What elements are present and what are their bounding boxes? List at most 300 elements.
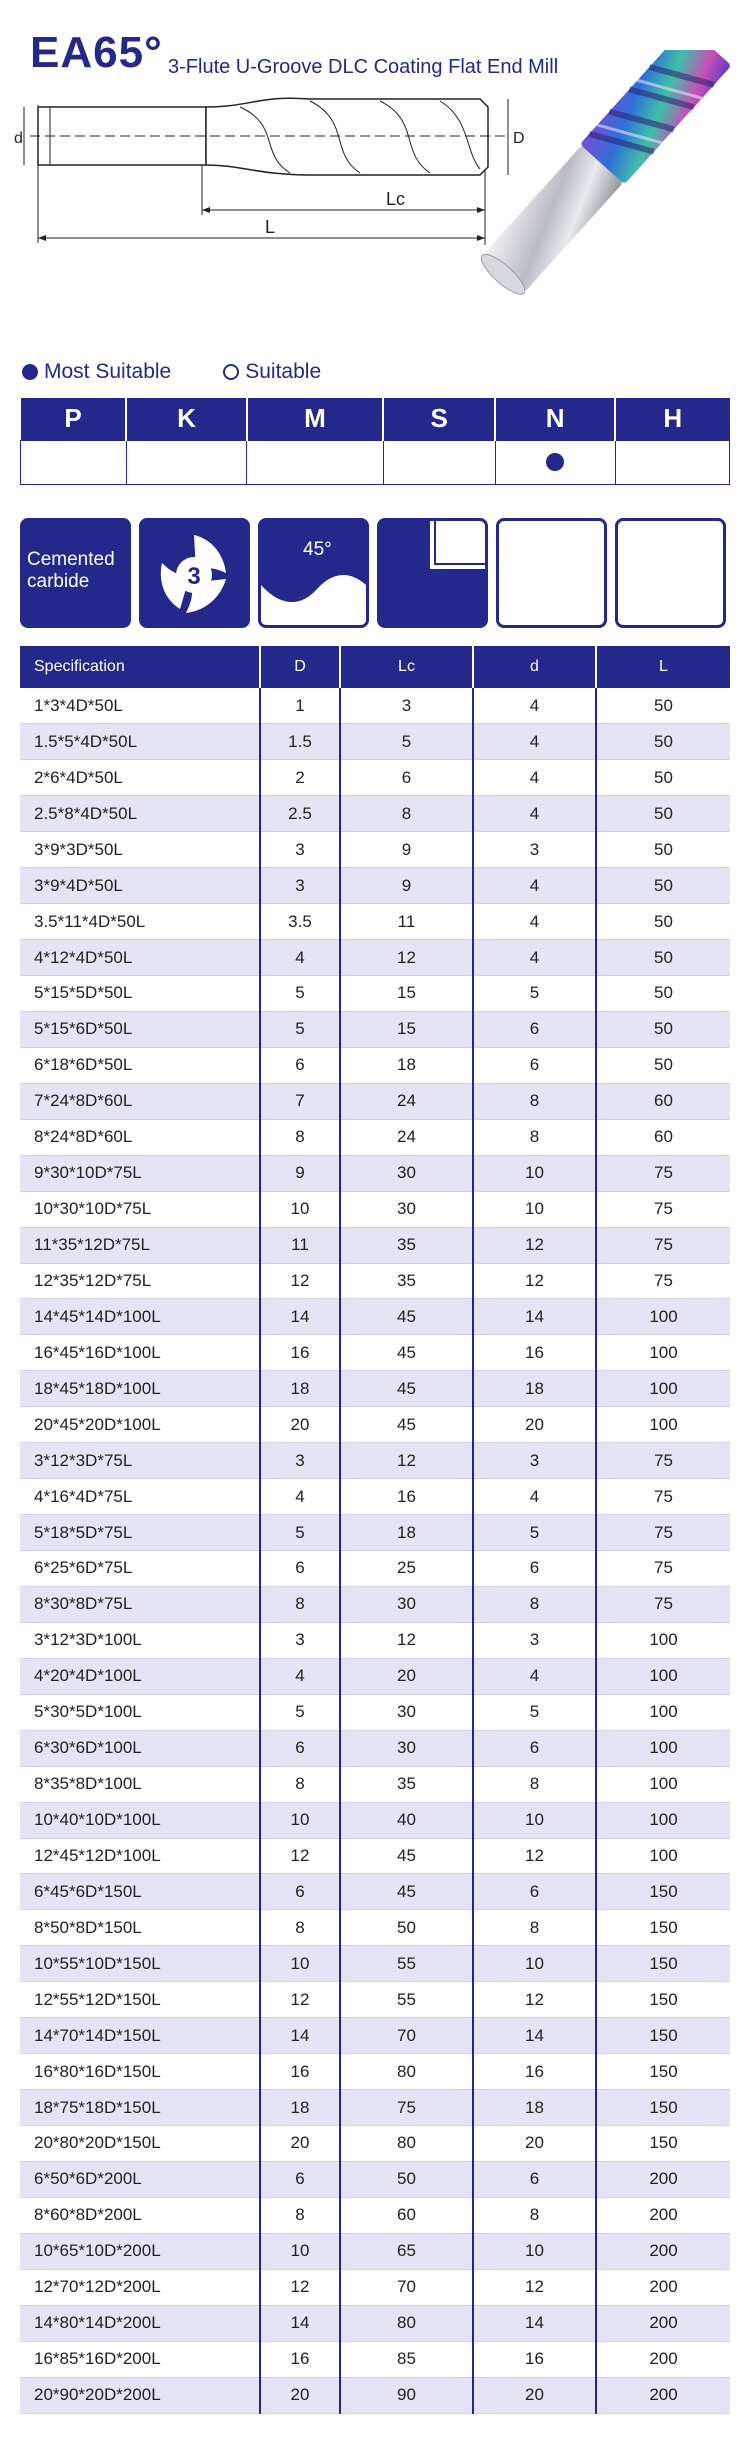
cell-L: 100 — [596, 1838, 730, 1874]
cell-L: 50 — [596, 1047, 730, 1083]
cell-specification: 14*80*14D*200L — [20, 2305, 260, 2341]
cell-L: 100 — [596, 1766, 730, 1802]
cell-d: 4 — [473, 904, 596, 940]
cell-d: 8 — [473, 1910, 596, 1946]
cell-D: 5 — [260, 1694, 340, 1730]
cell-L: 60 — [596, 1119, 730, 1155]
cell-Lc: 45 — [340, 1407, 473, 1443]
cell-d: 4 — [473, 688, 596, 724]
cell-specification: 6*30*6D*100L — [20, 1730, 260, 1766]
cell-d: 20 — [473, 2377, 596, 2413]
table-row — [20, 1515, 730, 1551]
table-row — [20, 2054, 730, 2090]
cell-specification: 5*18*5D*75L — [20, 1515, 260, 1551]
cell-d: 16 — [473, 2341, 596, 2377]
cell-specification: 16*80*16D*150L — [20, 2054, 260, 2090]
dim-label-D: D — [513, 130, 525, 147]
cell-D: 18 — [260, 2090, 340, 2126]
cell-L: 100 — [596, 1371, 730, 1407]
cell-specification: 4*12*4D*50L — [20, 940, 260, 976]
cell-d: 4 — [473, 868, 596, 904]
cell-d: 4 — [473, 760, 596, 796]
material-rating-p — [21, 440, 127, 484]
cell-Lc: 70 — [340, 2018, 473, 2054]
cell-specification: 8*24*8D*60L — [20, 1119, 260, 1155]
cell-D: 18 — [260, 1371, 340, 1407]
table-row — [20, 1622, 730, 1658]
cell-Lc: 18 — [340, 1047, 473, 1083]
table-row — [20, 724, 730, 760]
material-header-k: K — [126, 398, 246, 440]
cell-Lc: 30 — [340, 1694, 473, 1730]
spec-header-D: D — [260, 646, 340, 688]
cell-L: 75 — [596, 1227, 730, 1263]
cell-L: 150 — [596, 1982, 730, 2018]
material-rating-row — [21, 440, 730, 484]
cell-D: 14 — [260, 1299, 340, 1335]
cell-d: 18 — [473, 1371, 596, 1407]
cell-L: 100 — [596, 1622, 730, 1658]
cell-d: 5 — [473, 976, 596, 1012]
cell-L: 50 — [596, 760, 730, 796]
cell-D: 3 — [260, 832, 340, 868]
cell-D: 12 — [260, 1838, 340, 1874]
cell-d: 12 — [473, 2269, 596, 2305]
table-row — [20, 1047, 730, 1083]
table-row — [20, 1982, 730, 2018]
cell-Lc: 9 — [340, 868, 473, 904]
cell-d: 6 — [473, 1730, 596, 1766]
cell-specification: 10*65*10D*200L — [20, 2233, 260, 2269]
cell-Lc: 3 — [340, 688, 473, 724]
cell-specification: 10*30*10D*75L — [20, 1191, 260, 1227]
cell-D: 10 — [260, 1802, 340, 1838]
cell-Lc: 75 — [340, 2090, 473, 2126]
spec-table-body — [20, 688, 730, 2413]
legend-most-suitable: Most Suitable — [44, 360, 172, 383]
material-cemented-carbide-icon — [20, 518, 131, 628]
cell-d: 14 — [473, 2305, 596, 2341]
table-row — [20, 1694, 730, 1730]
cell-d: 12 — [473, 1982, 596, 2018]
table-row — [20, 2018, 730, 2054]
cell-L: 200 — [596, 2341, 730, 2377]
cell-Lc: 45 — [340, 1874, 473, 1910]
spec-header-specification: Specification — [20, 646, 260, 688]
cell-specification: 10*55*10D*150L — [20, 1946, 260, 1982]
table-row — [20, 1443, 730, 1479]
material-header-row — [21, 398, 730, 440]
table-row — [20, 1227, 730, 1263]
cell-Lc: 5 — [340, 724, 473, 760]
cell-d: 8 — [473, 2197, 596, 2233]
cell-d: 8 — [473, 1083, 596, 1119]
cell-D: 8 — [260, 1766, 340, 1802]
cell-Lc: 80 — [340, 2126, 473, 2162]
table-row — [20, 1838, 730, 1874]
cell-d: 4 — [473, 1658, 596, 1694]
cell-d: 5 — [473, 1515, 596, 1551]
cell-L: 100 — [596, 1299, 730, 1335]
cell-L: 50 — [596, 940, 730, 976]
cell-D: 1.5 — [260, 724, 340, 760]
cell-specification: 14*70*14D*150L — [20, 2018, 260, 2054]
table-row — [20, 1802, 730, 1838]
cell-specification: 8*50*8D*150L — [20, 1910, 260, 1946]
cell-D: 10 — [260, 1191, 340, 1227]
cell-specification: 16*85*16D*200L — [20, 2341, 260, 2377]
cell-L: 150 — [596, 2090, 730, 2126]
material-text-line2: carbide — [27, 571, 90, 592]
cell-L: 75 — [596, 1586, 730, 1622]
three-flute-icon — [139, 518, 250, 628]
cell-specification: 6*25*6D*75L — [20, 1551, 260, 1587]
cell-Lc: 11 — [340, 904, 473, 940]
cell-specification: 12*55*12D*150L — [20, 1982, 260, 2018]
cell-D: 1 — [260, 688, 340, 724]
cell-D: 5 — [260, 976, 340, 1012]
cell-d: 16 — [473, 2054, 596, 2090]
cell-Lc: 55 — [340, 1946, 473, 1982]
table-row — [20, 1011, 730, 1047]
material-header-s: S — [383, 398, 495, 440]
cell-L: 200 — [596, 2197, 730, 2233]
cell-Lc: 30 — [340, 1155, 473, 1191]
cell-specification: 18*45*18D*100L — [20, 1371, 260, 1407]
cell-specification: 6*18*6D*50L — [20, 1047, 260, 1083]
spec-header-row — [20, 646, 730, 688]
cell-D: 10 — [260, 1946, 340, 1982]
most-suitable-dot-icon — [546, 453, 564, 471]
cell-specification: 8*35*8D*100L — [20, 1766, 260, 1802]
suitable-ring-icon — [223, 364, 239, 380]
cell-Lc: 35 — [340, 1263, 473, 1299]
cell-L: 50 — [596, 724, 730, 760]
cell-d: 8 — [473, 1766, 596, 1802]
cell-Lc: 40 — [340, 1802, 473, 1838]
table-row — [20, 1191, 730, 1227]
table-row — [20, 1479, 730, 1515]
table-row — [20, 1263, 730, 1299]
cell-D: 8 — [260, 1586, 340, 1622]
spec-header-L: L — [596, 646, 730, 688]
cell-D: 12 — [260, 1982, 340, 2018]
cell-D: 4 — [260, 1479, 340, 1515]
cell-L: 75 — [596, 1263, 730, 1299]
table-row — [20, 832, 730, 868]
cell-Lc: 15 — [340, 1011, 473, 1047]
cell-d: 20 — [473, 2126, 596, 2162]
table-row — [20, 1299, 730, 1335]
cell-Lc: 45 — [340, 1335, 473, 1371]
cell-d: 20 — [473, 1407, 596, 1443]
cell-L: 100 — [596, 1802, 730, 1838]
cell-d: 6 — [473, 1047, 596, 1083]
product-header — [0, 0, 750, 350]
material-rating-s — [383, 440, 495, 484]
cell-d: 14 — [473, 2018, 596, 2054]
cell-Lc: 24 — [340, 1119, 473, 1155]
cell-Lc: 12 — [340, 1443, 473, 1479]
cell-Lc: 45 — [340, 1838, 473, 1874]
cell-D: 5 — [260, 1011, 340, 1047]
cell-specification: 5*15*5D*50L — [20, 976, 260, 1012]
cell-specification: 16*45*16D*100L — [20, 1335, 260, 1371]
cell-specification: 20*45*20D*100L — [20, 1407, 260, 1443]
cell-Lc: 30 — [340, 1191, 473, 1227]
table-row — [20, 1371, 730, 1407]
table-row — [20, 1730, 730, 1766]
cell-d: 18 — [473, 2090, 596, 2126]
cell-D: 7 — [260, 1083, 340, 1119]
table-row — [20, 688, 730, 724]
material-header-h: H — [615, 398, 729, 440]
cell-specification: 6*50*6D*200L — [20, 2161, 260, 2197]
table-row — [20, 1910, 730, 1946]
cell-Lc: 24 — [340, 1083, 473, 1119]
cell-Lc: 12 — [340, 1622, 473, 1658]
cell-D: 2 — [260, 760, 340, 796]
legend-suitable: Suitable — [245, 360, 322, 383]
feature-icons-row — [20, 518, 730, 628]
cell-specification: 2*6*4D*50L — [20, 760, 260, 796]
cell-D: 8 — [260, 1119, 340, 1155]
table-row — [20, 2305, 730, 2341]
cell-d: 5 — [473, 1694, 596, 1730]
cell-D: 3.5 — [260, 904, 340, 940]
cell-D: 3 — [260, 1622, 340, 1658]
cell-Lc: 15 — [340, 976, 473, 1012]
cell-L: 75 — [596, 1443, 730, 1479]
cell-L: 200 — [596, 2269, 730, 2305]
flat-end-profile-icon — [377, 518, 488, 628]
product-model: EA65° — [30, 28, 163, 77]
cell-D: 16 — [260, 1335, 340, 1371]
cell-L: 200 — [596, 2377, 730, 2413]
cell-D: 9 — [260, 1155, 340, 1191]
material-header-m: M — [247, 398, 384, 440]
cell-D: 6 — [260, 1047, 340, 1083]
cell-Lc: 85 — [340, 2341, 473, 2377]
cell-L: 100 — [596, 1694, 730, 1730]
most-suitable-dot-icon — [22, 364, 38, 380]
cell-d: 10 — [473, 1191, 596, 1227]
cell-L: 50 — [596, 796, 730, 832]
cell-d: 12 — [473, 1227, 596, 1263]
cell-specification: 4*16*4D*75L — [20, 1479, 260, 1515]
cell-L: 100 — [596, 1407, 730, 1443]
cell-Lc: 80 — [340, 2054, 473, 2090]
cell-D: 20 — [260, 2377, 340, 2413]
end-mill-product-image — [400, 50, 740, 350]
table-row — [20, 940, 730, 976]
flute-count: 3 — [187, 563, 201, 590]
material-rating-m — [247, 440, 384, 484]
cell-L: 50 — [596, 832, 730, 868]
cell-L: 75 — [596, 1515, 730, 1551]
cell-d: 16 — [473, 1335, 596, 1371]
cell-Lc: 45 — [340, 1299, 473, 1335]
empty-icon-slot-2 — [615, 518, 726, 628]
table-row — [20, 2341, 730, 2377]
cell-d: 4 — [473, 940, 596, 976]
cell-specification: 20*80*20D*150L — [20, 2126, 260, 2162]
cell-d: 4 — [473, 1479, 596, 1515]
dim-label-Lc: Lc — [386, 189, 406, 209]
table-row — [20, 868, 730, 904]
table-row — [20, 796, 730, 832]
cell-Lc: 30 — [340, 1730, 473, 1766]
table-row — [20, 1946, 730, 1982]
table-row — [20, 2233, 730, 2269]
cell-L: 100 — [596, 1335, 730, 1371]
cell-Lc: 55 — [340, 1982, 473, 2018]
cell-d: 10 — [473, 1802, 596, 1838]
cell-Lc: 30 — [340, 1586, 473, 1622]
cell-D: 4 — [260, 940, 340, 976]
cell-d: 8 — [473, 1119, 596, 1155]
cell-Lc: 6 — [340, 760, 473, 796]
material-header-n: N — [495, 398, 615, 440]
cell-L: 200 — [596, 2305, 730, 2341]
cell-D: 3 — [260, 868, 340, 904]
table-row — [20, 904, 730, 940]
suitability-legend — [22, 360, 321, 384]
cell-Lc: 45 — [340, 1371, 473, 1407]
cell-Lc: 18 — [340, 1515, 473, 1551]
cell-d: 6 — [473, 2161, 596, 2197]
cell-specification: 14*45*14D*100L — [20, 1299, 260, 1335]
dim-label-L: L — [265, 217, 276, 237]
cell-d: 4 — [473, 724, 596, 760]
cell-L: 75 — [596, 1551, 730, 1587]
dim-label-d: d — [14, 130, 23, 147]
cell-specification: 3.5*11*4D*50L — [20, 904, 260, 940]
cell-d: 10 — [473, 2233, 596, 2269]
cell-d: 6 — [473, 1551, 596, 1587]
cell-D: 12 — [260, 1263, 340, 1299]
table-row — [20, 1119, 730, 1155]
specification-table — [20, 646, 730, 2414]
cell-L: 60 — [596, 1083, 730, 1119]
cell-d: 14 — [473, 1299, 596, 1335]
cell-d: 4 — [473, 796, 596, 832]
cell-d: 12 — [473, 1838, 596, 1874]
cell-Lc: 65 — [340, 2233, 473, 2269]
cell-Lc: 50 — [340, 1910, 473, 1946]
cell-specification: 12*35*12D*75L — [20, 1263, 260, 1299]
table-row — [20, 2126, 730, 2162]
cell-L: 150 — [596, 2018, 730, 2054]
table-row — [20, 1586, 730, 1622]
cell-specification: 12*45*12D*100L — [20, 1838, 260, 1874]
cell-D: 16 — [260, 2054, 340, 2090]
cell-d: 3 — [473, 1622, 596, 1658]
cell-Lc: 35 — [340, 1766, 473, 1802]
material-header-p: P — [21, 398, 127, 440]
table-row — [20, 1874, 730, 1910]
cell-D: 16 — [260, 2341, 340, 2377]
table-row — [20, 1335, 730, 1371]
cell-D: 6 — [260, 1730, 340, 1766]
cell-Lc: 70 — [340, 2269, 473, 2305]
cell-D: 14 — [260, 2305, 340, 2341]
cell-D: 14 — [260, 2018, 340, 2054]
cell-specification: 20*90*20D*200L — [20, 2377, 260, 2413]
cell-L: 50 — [596, 904, 730, 940]
cell-specification: 8*30*8D*75L — [20, 1586, 260, 1622]
cell-d: 8 — [473, 1586, 596, 1622]
cell-L: 200 — [596, 2161, 730, 2197]
cell-specification: 3*9*4D*50L — [20, 868, 260, 904]
cell-specification: 3*12*3D*100L — [20, 1622, 260, 1658]
cell-L: 150 — [596, 1946, 730, 1982]
cell-specification: 9*30*10D*75L — [20, 1155, 260, 1191]
table-row — [20, 1551, 730, 1587]
cell-D: 5 — [260, 1515, 340, 1551]
cell-specification: 1*3*4D*50L — [20, 688, 260, 724]
table-row — [20, 2269, 730, 2305]
cell-D: 8 — [260, 1910, 340, 1946]
table-row — [20, 1083, 730, 1119]
cell-L: 75 — [596, 1479, 730, 1515]
cell-specification: 6*45*6D*150L — [20, 1874, 260, 1910]
cell-d: 10 — [473, 1946, 596, 1982]
cell-D: 20 — [260, 2126, 340, 2162]
cell-d: 3 — [473, 1443, 596, 1479]
cell-L: 150 — [596, 1874, 730, 1910]
table-row — [20, 2377, 730, 2413]
table-row — [20, 2090, 730, 2126]
helix-angle-icon — [258, 518, 369, 628]
table-row — [20, 760, 730, 796]
cell-Lc: 20 — [340, 1658, 473, 1694]
cell-specification: 5*30*5D*100L — [20, 1694, 260, 1730]
cell-D: 6 — [260, 2161, 340, 2197]
cell-specification: 12*70*12D*200L — [20, 2269, 260, 2305]
cell-d: 6 — [473, 1874, 596, 1910]
cell-D: 8 — [260, 2197, 340, 2233]
cell-d: 12 — [473, 1263, 596, 1299]
cell-specification: 7*24*8D*60L — [20, 1083, 260, 1119]
cell-specification: 18*75*18D*150L — [20, 2090, 260, 2126]
table-row — [20, 1407, 730, 1443]
cell-specification: 3*9*3D*50L — [20, 832, 260, 868]
table-row — [20, 976, 730, 1012]
spec-header-Lc: Lc — [340, 646, 473, 688]
cell-specification: 5*15*6D*50L — [20, 1011, 260, 1047]
cell-d: 3 — [473, 832, 596, 868]
table-row — [20, 1155, 730, 1191]
cell-specification: 3*12*3D*75L — [20, 1443, 260, 1479]
material-rating-n — [495, 440, 615, 484]
empty-icon-slot-1 — [496, 518, 607, 628]
cell-specification: 4*20*4D*100L — [20, 1658, 260, 1694]
table-row — [20, 1766, 730, 1802]
helix-angle-label: 45° — [303, 539, 332, 560]
cell-D: 6 — [260, 1874, 340, 1910]
cell-specification: 10*40*10D*100L — [20, 1802, 260, 1838]
cell-D: 10 — [260, 2233, 340, 2269]
material-rating-k — [126, 440, 246, 484]
cell-d: 10 — [473, 1155, 596, 1191]
cell-specification: 2.5*8*4D*50L — [20, 796, 260, 832]
cell-D: 2.5 — [260, 796, 340, 832]
cell-L: 200 — [596, 2233, 730, 2269]
cell-L: 50 — [596, 688, 730, 724]
table-row — [20, 1658, 730, 1694]
cell-L: 150 — [596, 1910, 730, 1946]
